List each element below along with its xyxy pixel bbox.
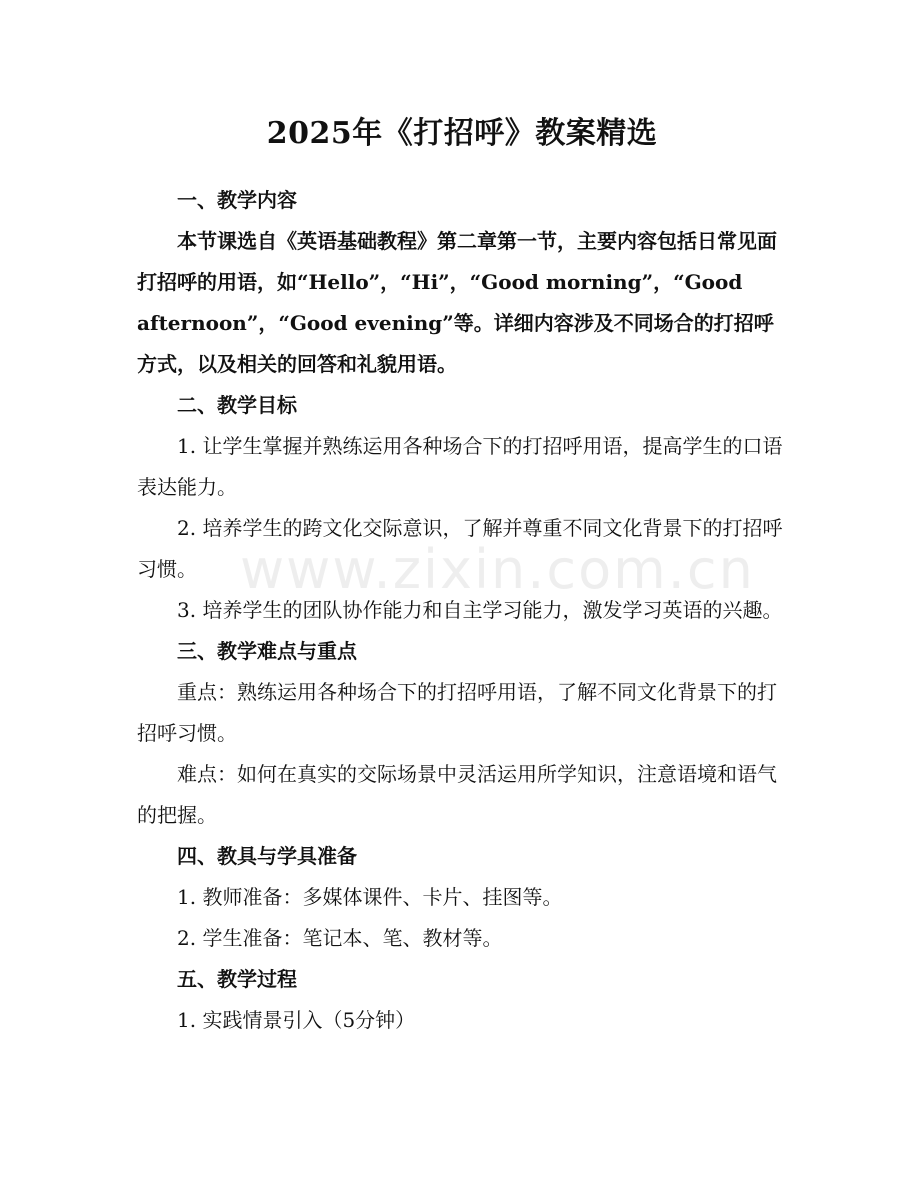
document-content	[137, 108, 787, 1041]
section-teaching-aids	[137, 836, 787, 959]
section-heading: 三、教学难点与重点	[177, 639, 357, 663]
section-paragraph: 本节课选自《英语基础教程》第二章第一节，主要内容包括日常见面打招呼的用语，如“Hello”，“Hi”，“Good morning”，“Good afternoon”，“Good evening”等。详细内容涉及不同场合的打招呼方式，以及相关的回答和礼貌用语。	[137, 229, 777, 376]
section-heading: 一、教学内容	[177, 188, 297, 212]
section-paragraph: 1. 教师准备：多媒体课件、卡片、挂图等。	[177, 885, 563, 909]
section-heading: 四、教具与学具准备	[177, 844, 357, 868]
section-teaching-goals	[137, 385, 787, 631]
section-heading: 五、教学过程	[177, 967, 297, 991]
section-paragraph: 1. 让学生掌握并熟练运用各种场合下的打招呼用语，提高学生的口语表达能力。	[137, 434, 783, 499]
document-title: 2025年《打招呼》教案精选	[266, 116, 658, 151]
section-difficulties-keypoints	[137, 631, 787, 836]
watermark: www.zixin.com.cn	[240, 538, 755, 601]
section-paragraph: 2. 培养学生的跨文化交际意识，了解并尊重不同文化背景下的打招呼习惯。	[137, 516, 783, 581]
section-paragraph: 2. 学生准备：笔记本、笔、教材等。	[177, 926, 503, 950]
section-paragraph: 3. 培养学生的团队协作能力和自主学习能力，激发学习英语的兴趣。	[177, 598, 783, 622]
section-teaching-process	[137, 959, 787, 1041]
section-paragraph: 难点：如何在真实的交际场景中灵活运用所学知识，注意语境和语气的把握。	[137, 762, 777, 827]
section-heading: 二、教学目标	[177, 393, 297, 417]
section-paragraph: 1. 实践情景引入（5分钟）	[177, 1008, 416, 1032]
section-teaching-content	[137, 180, 787, 385]
section-paragraph: 重点：熟练运用各种场合下的打招呼用语，了解不同文化背景下的打招呼习惯。	[137, 680, 777, 745]
